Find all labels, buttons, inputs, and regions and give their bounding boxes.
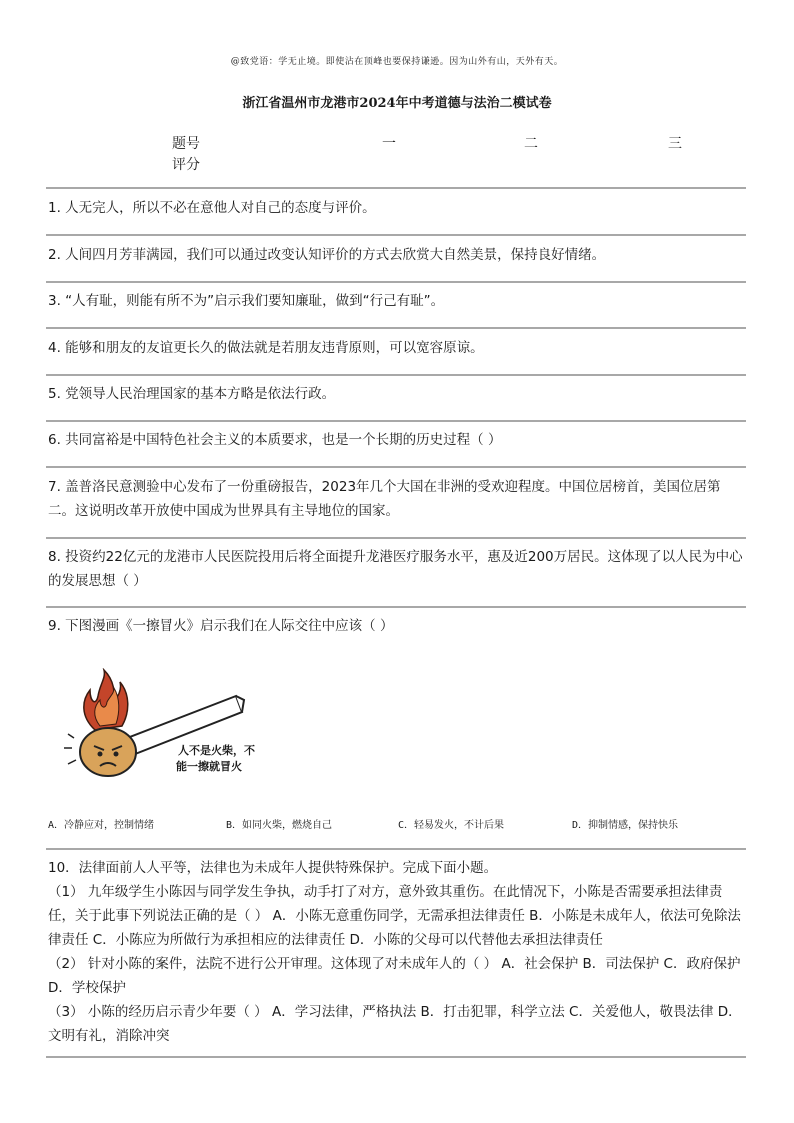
question-5: 5. 党领导人民治理国家的基本方略是依法行政。 — [48, 386, 336, 402]
score-column-2: 二 — [524, 136, 538, 152]
divider — [46, 606, 746, 608]
score-column-3: 三 — [668, 136, 682, 152]
score-row-label-number: 题号 — [172, 136, 200, 152]
comic-caption-line-2: 能一擦就冒火 — [176, 760, 242, 773]
divider — [46, 848, 746, 850]
divider — [46, 466, 746, 468]
divider — [46, 420, 746, 422]
score-row-label-score: 评分 — [172, 157, 200, 173]
question-7: 7. 盖普洛民意测验中心发布了一份重磅报告，2023年几个大国在非洲的受欢迎程度。中国位居榜首，美国位居第二。这说明改革开放使中国成为世界具有主导地位的国家。 — [48, 479, 721, 519]
match-head — [80, 728, 136, 776]
divider — [46, 281, 746, 283]
divider — [46, 187, 746, 189]
divider — [46, 537, 746, 539]
motto-line: @致党语：学无止境。即使沾在顶峰也要保持谦逊。因为山外有山，天外有天。 — [230, 57, 564, 67]
question-9: 9. 下图漫画《一擦冒火》启示我们在人际交往中应该（ ） — [48, 618, 394, 634]
comic-caption-line-1: 人不是火柴，不 — [178, 744, 255, 757]
score-column-1: 一 — [382, 136, 396, 152]
question-2: 2. 人间四月芳菲满园，我们可以通过改变认知评价的方式去欣赏大自然美景，保持良好情绪。 — [48, 247, 606, 263]
question-3: 3. “人有耻，则能有所不为”启示我们要知廉耻，做到“行己有耻”。 — [48, 293, 445, 309]
question-1: 1. 人无完人，所以不必在意他人对自己的态度与评价。 — [48, 200, 376, 216]
question-6: 6. 共同富裕是中国特色社会主义的本质要求，也是一个长期的历史过程（ ） — [48, 432, 502, 448]
question-10-stem: 10．法律面前人人平等，法律也为未成年人提供特殊保护。完成下面小题。 — [48, 860, 498, 876]
divider — [46, 327, 746, 329]
question-4: 4. 能够和朋友的友谊更长久的做法就是若朋友违背原则，可以宽容原谅。 — [48, 340, 484, 356]
option-a: A．冷静应对，控制情绪 — [48, 820, 155, 831]
score-table — [0, 133, 794, 173]
question-8: 8. 投资约22亿元的龙港市人民医院投用后将全面提升龙港医疗服务水平，惠及近200万居民。这体现了以人民为中心的发展思想（ ） — [48, 549, 743, 589]
match-comic-illustration — [60, 668, 260, 788]
option-c: C．轻易发火，不计后果 — [398, 820, 505, 831]
question-10-part-3: （3） 小陈的经历启示青少年要（ ） A．学习法律，严格执法 B．打击犯罪，科学立法 C．关爱他人，敬畏法律 D．文明有礼，消除冲突 — [48, 1004, 742, 1044]
option-b: B．如同火柴，燃烧自己 — [226, 820, 333, 831]
divider — [46, 234, 746, 236]
question-10-part-2: （2） 针对小陈的案件，法院不进行公开审理。这体现了对未成年人的（ ） A．社会保护 B．司法保护 C．政府保护 D．学校保护 — [48, 956, 741, 996]
question-10 — [48, 856, 746, 1048]
option-d: D．抑制情感，保持快乐 — [572, 820, 679, 831]
question-10-part-1: （1） 九年级学生小陈因与同学发生争执，动手打了对方，意外致其重伤。在此情况下，小陈是否需要承担法律责任，关于此事下列说法正确的是（ ） A．小陈无意重伤同学，无需承担法律责任 B．小陈是未成年人，依法可免除法律责任 C．小陈应为所做行为承担相应的法律责任 D．小陈的父母可以代替他去承担法律责任 — [48, 884, 741, 948]
divider — [46, 1056, 746, 1058]
divider — [46, 374, 746, 376]
exam-title: 浙江省温州市龙港市2024年中考道德与法治二模试卷 — [242, 96, 552, 111]
